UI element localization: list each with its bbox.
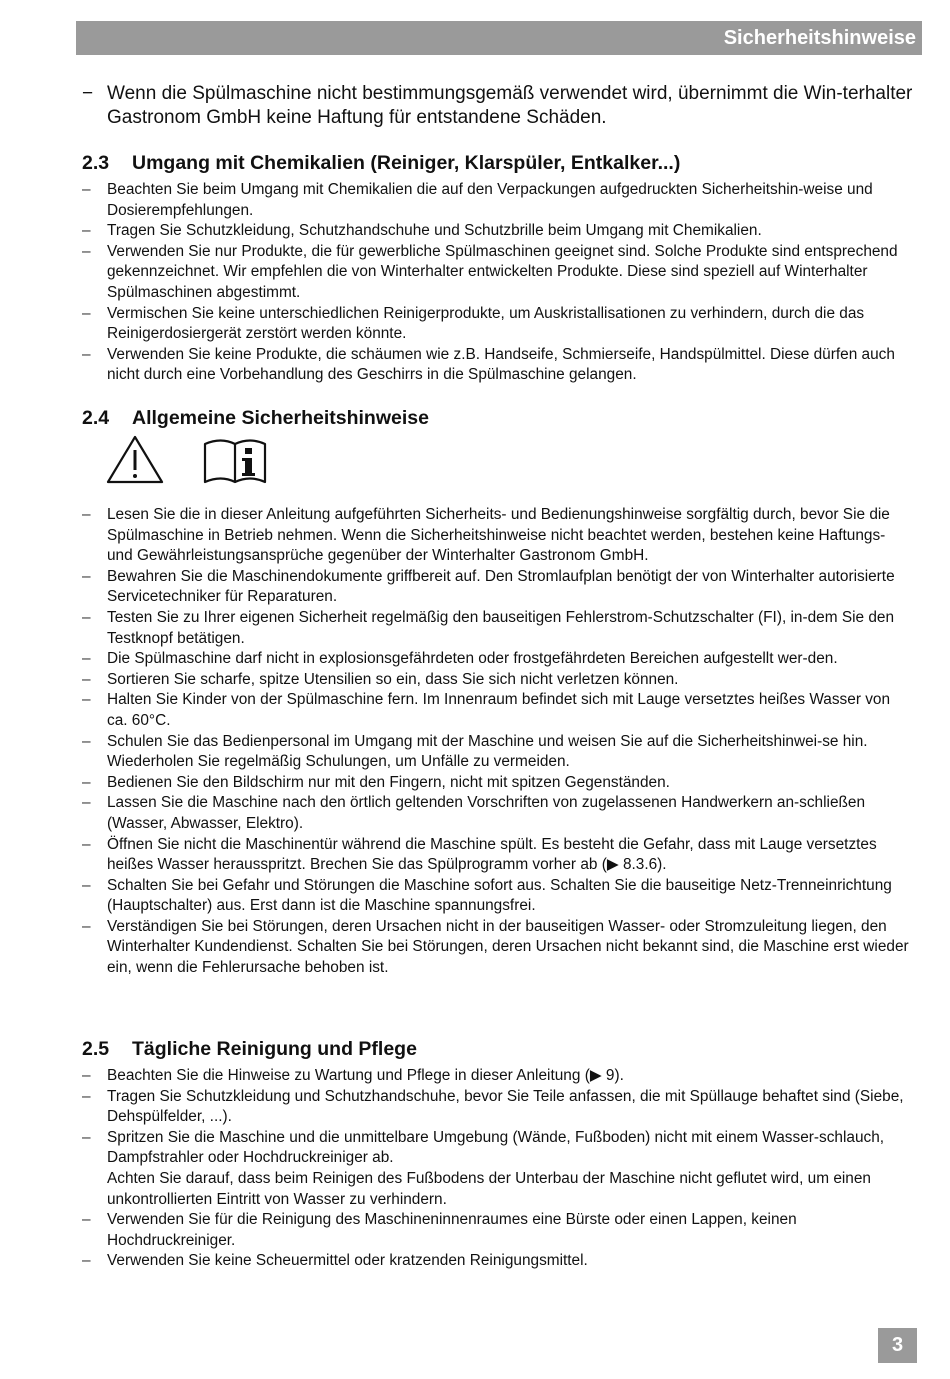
section-number: 2.4 bbox=[82, 407, 110, 429]
list-item-text: Öffnen Sie nicht die Maschinentür während die Maschine spült. Es besteht die Gefahr, dass mit Lauge versetztes heißes Wasser herausspritzt. Brechen Sie das Spülprogramm vorher ab (▶ 8.3.6). bbox=[107, 835, 877, 874]
list-item-text: Tragen Sie Schutzkleidung, Schutzhandschuhe und Schutzbrille beim Umgang mit Chemikalien. bbox=[107, 222, 762, 240]
list-item-text: Tragen Sie Schutzkleidung und Schutzhandschuhe, bevor Sie Teile anfassen, die mit Spüllauge behaftet sind (Siebe, Dehspülfelder, ...). bbox=[107, 1087, 904, 1126]
list-dash: – bbox=[82, 650, 91, 668]
list-item-text: Testen Sie zu Ihrer eigenen Sicherheit regelmäßig den bauseitigen Fehlerstrom-Schutzschalter (FI), in-dem Sie den Testknopf betätigen. bbox=[107, 608, 895, 647]
list-item-text: Sortieren Sie scharfe, spitze Utensilien so ein, dass Sie sich nicht verletzen können. bbox=[107, 670, 679, 688]
list-dash: – bbox=[82, 1067, 91, 1084]
list-item-text: Verständigen Sie bei Störungen, deren Ursachen nicht in der bauseitigen Wasser- oder Stromzuleitung liegen, den Winterhalter Kundendienst. Schalten Sie bei Störungen, deren Ursachen nicht bekannt sind, die Maschine erst wieder ein, wenn die Fehlerursache behoben ist. bbox=[107, 917, 909, 977]
list-dash: – bbox=[82, 876, 91, 894]
list-item-text: Beachten Sie beim Umgang mit Chemikalien die auf den Verpackungen aufgedruckten Sicherheitshin-weise und Dosierempfehlungen. bbox=[107, 181, 873, 219]
header-bar bbox=[76, 21, 922, 55]
list-item-text: Schulen Sie das Bedienpersonal im Umgang mit der Maschine und weisen Sie auf die Sicherheitshinwei-se hin. Wiederholen Sie regelmäßig Schulungen, um Unfälle zu vermeiden. bbox=[107, 732, 868, 771]
list-item bbox=[82, 917, 914, 979]
list-item-text: Schalten Sie bei Gefahr und Störungen die Maschine sofort aus. Schalten Sie die bauseitige Netz-Trenneinrichtung (Hauptschalter) aus. Erst dann ist die Maschine spannungsfrei. bbox=[107, 876, 892, 915]
list-item-text: Verwenden Sie keine Produkte, die schäumen wie z.B. Handseife, Schmierseife, Handspülmittel. Diese dürfen auch nicht durch eine Vorbehandlung des Geschirrs in die Spülmaschine gelangen. bbox=[107, 345, 895, 384]
list-dash: – bbox=[82, 1087, 91, 1105]
list-dash: – bbox=[82, 304, 91, 322]
header-title: Sicherheitshinweise bbox=[723, 27, 916, 49]
list-item-text: Lesen Sie die in dieser Anleitung aufgeführten Sicherheits- und Bedienungshinweise sorgfältig durch, bevor Sie die Spülmaschine in Betrieb nehmen. Wenn die Sicherheitshinweise nicht beachtet werden, bestehen keine Haftungs- und Gewährleistungsansprüche gegenüber der Winterhalter Gastronom GmbH. bbox=[107, 506, 890, 565]
list-item bbox=[82, 1251, 914, 1272]
list-item-text: Verwenden Sie für die Reinigung des Maschineninnenraumes eine Bürste oder einen Lappen, keinen Hochdruckreiniger. bbox=[107, 1211, 797, 1249]
list-dash: – bbox=[82, 345, 91, 363]
list-item-text: Halten Sie Kinder von der Spülmaschine fern. Im Innenraum befindet sich mit Lauge versetztes heißes Wasser von ca. 60°C. bbox=[107, 691, 891, 729]
section-title: Allgemeine Sicherheitshinweise bbox=[132, 407, 429, 429]
section-2-5 bbox=[82, 1036, 914, 1272]
list-item bbox=[82, 793, 914, 834]
intro-item bbox=[82, 82, 914, 130]
list-dash: – bbox=[82, 242, 91, 260]
list-item bbox=[82, 567, 914, 608]
list-dash: – bbox=[82, 1128, 91, 1146]
list-item-text: Beachten Sie die Hinweise zu Wartung und Pflege in dieser Anleitung (▶ 9). bbox=[107, 1067, 624, 1084]
list-item-text: Die Spülmaschine darf nicht in explosionsgefährdeten oder frostgefährdeten Bereichen aufgestellt wer-den. bbox=[107, 650, 838, 668]
section-title: Tägliche Reinigung und Pflege bbox=[132, 1038, 417, 1060]
section-heading bbox=[82, 1036, 914, 1062]
list-item-text: Bedienen Sie den Bildschirm nur mit den Fingern, nicht mit spitzen Gegenständen. bbox=[107, 773, 670, 791]
list-dash: – bbox=[82, 773, 91, 791]
section-2-4 bbox=[82, 405, 914, 431]
section-number: 2.5 bbox=[82, 1038, 110, 1060]
list-dash: – bbox=[82, 835, 91, 853]
intro bbox=[82, 82, 914, 130]
section-number: 2.3 bbox=[82, 152, 110, 174]
list-item bbox=[82, 1087, 914, 1128]
list-dash: – bbox=[82, 181, 91, 198]
list-item bbox=[82, 670, 914, 691]
list-dash: – bbox=[82, 691, 91, 709]
list-item-text: Spritzen Sie die Maschine und die unmittelbare Umgebung (Wände, Fußboden) nicht mit einem Wasser-schlauch, Dampfstrahler oder Hochdruckreiniger ab. bbox=[107, 1128, 885, 1167]
list-item bbox=[82, 1128, 914, 1210]
list-item bbox=[82, 1210, 914, 1251]
list-item bbox=[82, 876, 914, 917]
section-heading bbox=[82, 405, 914, 431]
safety-icons bbox=[105, 434, 275, 486]
list-dash: – bbox=[82, 567, 91, 585]
list-item-text: Vermischen Sie keine unterschiedlichen Reinigerprodukte, um Auskristallisationen zu verhindern, durch die das Reinigerdosiergerät zerstört werden könnte. bbox=[107, 304, 865, 343]
section-title: Umgang mit Chemikalien (Reiniger, Klarspüler, Entkalker...) bbox=[132, 152, 681, 174]
list-item bbox=[82, 242, 914, 304]
item-list bbox=[82, 180, 914, 386]
list-item bbox=[82, 1066, 914, 1087]
section-2-3 bbox=[82, 150, 914, 386]
intro-text: Wenn die Spülmaschine nicht bestimmungsgemäß verwendet wird, übernimmt die Win-terhalter Gastronom GmbH keine Haftung für entstandene Schäden. bbox=[107, 83, 913, 128]
list-item-text: Lassen Sie die Maschine nach den örtlich geltenden Vorschriften von zugelassenen Handwerkern an-schließen (Wasser, Abwasser, Elektro). bbox=[107, 794, 866, 832]
list-item bbox=[82, 649, 914, 670]
list-dash: − bbox=[82, 83, 94, 104]
list-item bbox=[82, 835, 914, 876]
page-number: 3 bbox=[878, 1328, 917, 1363]
list-dash: – bbox=[82, 794, 91, 812]
list-item bbox=[82, 732, 914, 773]
list-dash: – bbox=[82, 917, 91, 935]
list-dash: – bbox=[82, 222, 91, 240]
list-dash: – bbox=[82, 1252, 91, 1270]
list-item bbox=[82, 505, 914, 567]
item-list bbox=[82, 505, 914, 979]
list-item bbox=[82, 180, 914, 221]
list-item bbox=[82, 221, 914, 242]
list-dash: – bbox=[82, 670, 91, 688]
list-item bbox=[82, 690, 914, 731]
list-dash: – bbox=[82, 608, 91, 626]
item-list bbox=[82, 1066, 914, 1272]
warning-triangle-icon bbox=[108, 437, 162, 482]
list-item bbox=[82, 773, 914, 794]
list-dash: – bbox=[82, 1211, 91, 1229]
section-2-4-list bbox=[82, 505, 914, 979]
list-item-note: Achten Sie darauf, dass beim Reinigen des Fußbodens der Unterbau der Maschine nicht geflutet wird, um einen unkontrollierten Eintritt von Wasser zu verhindern. bbox=[107, 1169, 871, 1208]
list-item-text: Bewahren Sie die Maschinendokumente griffbereit auf. Den Stromlaufplan benötigt der von Winterhalter autorisierte Servicetechniker für Reparaturen. bbox=[107, 567, 895, 606]
list-dash: – bbox=[82, 732, 91, 750]
list-item bbox=[82, 608, 914, 649]
list-item-text: Verwenden Sie nur Produkte, die für gewerbliche Spülmaschinen geeignet sind. Solche Produkte sind entsprechend gekennzeichnet. Wir empfehlen die von Winterhalter entwickelten Produkte. Diese sind speziell auf Winterhalter Spülmaschinen abgestimmt. bbox=[107, 242, 898, 301]
list-item bbox=[82, 345, 914, 386]
section-heading bbox=[82, 150, 914, 176]
manual-info-icon bbox=[205, 441, 265, 483]
list-item-text: Verwenden Sie keine Scheuermittel oder kratzenden Reinigungsmittel. bbox=[107, 1252, 588, 1270]
list-dash: – bbox=[82, 506, 91, 523]
list-item bbox=[82, 304, 914, 345]
